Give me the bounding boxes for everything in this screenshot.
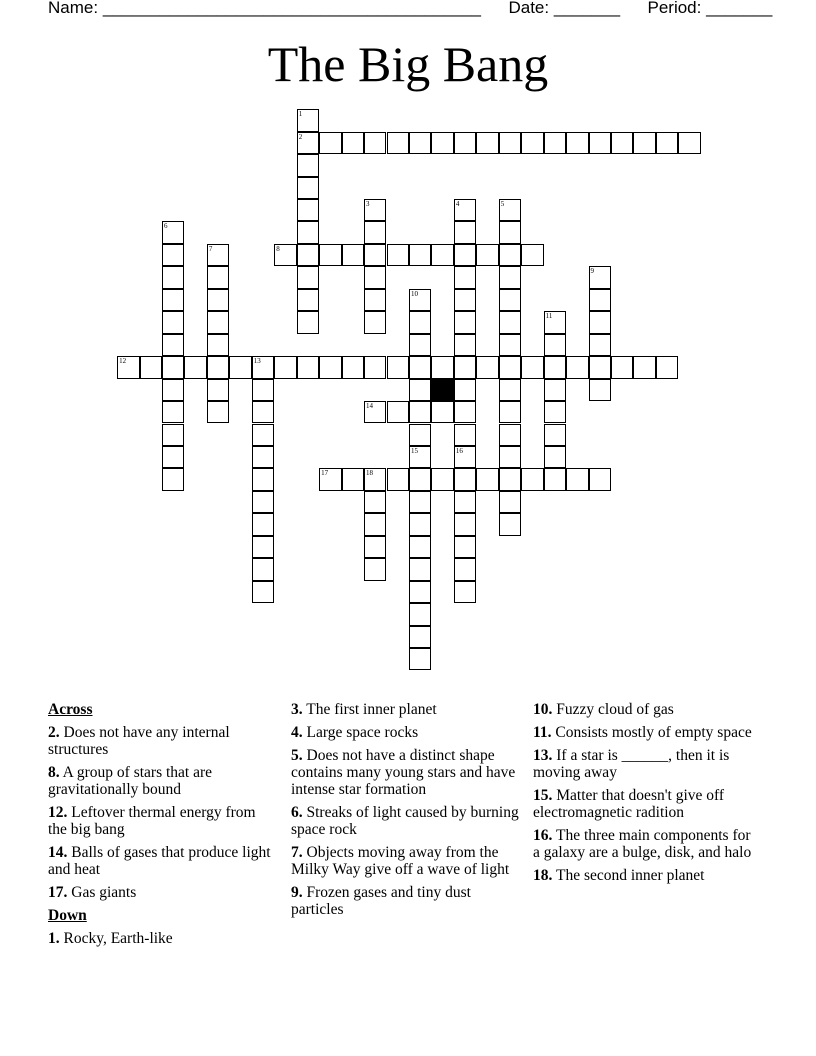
cell-number: 4 bbox=[455, 200, 460, 208]
crossword-cell[interactable] bbox=[252, 401, 274, 423]
clue-number: 15. bbox=[533, 787, 553, 804]
clue-item bbox=[533, 747, 758, 781]
cell-number: 2 bbox=[298, 132, 303, 141]
clue-text: Leftover thermal energy from the big bang bbox=[48, 804, 256, 838]
crossword-cell[interactable] bbox=[319, 132, 341, 154]
cell-number: 8 bbox=[276, 244, 280, 253]
crossword-cell[interactable] bbox=[544, 401, 566, 423]
crossword-cell[interactable] bbox=[476, 468, 498, 490]
crossword-cell[interactable] bbox=[409, 311, 431, 333]
crossword-cell[interactable] bbox=[252, 379, 274, 401]
crossword-cell[interactable] bbox=[499, 221, 521, 243]
crossword-cell[interactable] bbox=[207, 311, 229, 333]
student-info-header bbox=[48, 0, 772, 18]
crossword-cell[interactable] bbox=[297, 244, 319, 266]
crossword-cell[interactable] bbox=[431, 132, 453, 154]
clue-item bbox=[533, 701, 758, 718]
crossword-cell[interactable] bbox=[387, 468, 409, 490]
crossword-cell[interactable] bbox=[499, 334, 521, 356]
crossword-cell[interactable] bbox=[252, 491, 274, 513]
crossword-cell[interactable] bbox=[409, 603, 431, 625]
crossword-cell[interactable] bbox=[364, 558, 386, 580]
crossword-cell[interactable] bbox=[364, 491, 386, 513]
crossword-cell[interactable] bbox=[409, 513, 431, 535]
clue-item bbox=[291, 884, 523, 918]
date-label: Date: bbox=[508, 0, 550, 17]
crossword-cell[interactable] bbox=[162, 244, 184, 266]
crossword-cell[interactable] bbox=[364, 132, 386, 154]
clue-item bbox=[291, 701, 523, 718]
date-field[interactable]: _______ bbox=[553, 0, 621, 17]
clue-number: 10. bbox=[533, 701, 553, 718]
period-field[interactable]: _______ bbox=[706, 0, 773, 17]
period-label: Period: bbox=[647, 0, 702, 17]
crossword-cell[interactable] bbox=[544, 132, 566, 154]
crossword-cell[interactable] bbox=[409, 334, 431, 356]
crossword-cell[interactable] bbox=[364, 311, 386, 333]
crossword-cell[interactable] bbox=[431, 468, 453, 490]
crossword-cell[interactable] bbox=[499, 468, 521, 490]
clue-number: 17. bbox=[48, 884, 68, 901]
name-label: Name: bbox=[48, 0, 99, 17]
clue-text: If a star is ______, then it is moving away bbox=[533, 747, 730, 781]
crossword-cell[interactable] bbox=[566, 132, 588, 154]
cell-number: 16 bbox=[455, 446, 463, 455]
clue-item bbox=[291, 804, 523, 838]
crossword-cell[interactable] bbox=[633, 132, 655, 154]
clue-number: 13. bbox=[533, 747, 553, 764]
cell-number: 15 bbox=[410, 446, 418, 455]
crossword-cell[interactable] bbox=[409, 424, 431, 446]
clue-number: 7. bbox=[291, 844, 303, 861]
clue-text: Objects moving away from the Milky Way give off a wave of light bbox=[291, 844, 510, 878]
crossword-cell[interactable] bbox=[297, 221, 319, 243]
crossword-cell[interactable] bbox=[521, 468, 543, 490]
cell-number: 11 bbox=[545, 312, 553, 321]
cell-number: 5 bbox=[500, 200, 505, 208]
crossword-cell[interactable] bbox=[364, 221, 386, 243]
cell-number: 6 bbox=[164, 222, 168, 231]
crossword-cell[interactable] bbox=[454, 244, 476, 266]
crossword-cell[interactable] bbox=[431, 244, 453, 266]
crossword-cell[interactable] bbox=[319, 356, 341, 378]
clue-text: The three main components for a galaxy are a bulge, disk, and halo bbox=[533, 827, 752, 861]
clue-text: Rocky, Earth-like bbox=[63, 930, 173, 947]
crossword-cell[interactable] bbox=[184, 356, 206, 378]
crossword-cell[interactable] bbox=[252, 536, 274, 558]
crossword-cell[interactable] bbox=[387, 244, 409, 266]
crossword-cell[interactable] bbox=[633, 356, 655, 378]
crossword-cell[interactable] bbox=[207, 334, 229, 356]
crossword-cell[interactable] bbox=[499, 311, 521, 333]
crossword-cell[interactable] bbox=[387, 401, 409, 423]
clues-column-2 bbox=[291, 701, 523, 924]
crossword-cell[interactable] bbox=[252, 468, 274, 490]
cell-number: 17 bbox=[321, 469, 329, 478]
crossword-cell[interactable] bbox=[409, 132, 431, 154]
crossword-cell[interactable] bbox=[454, 289, 476, 311]
clue-item bbox=[533, 827, 758, 861]
crossword-cell[interactable] bbox=[342, 244, 364, 266]
crossword-cell[interactable] bbox=[387, 356, 409, 378]
crossword-cell[interactable] bbox=[364, 513, 386, 535]
crossword-cell[interactable] bbox=[364, 356, 386, 378]
crossword-cell[interactable] bbox=[476, 244, 498, 266]
crossword-cell[interactable] bbox=[297, 289, 319, 311]
clue-number: 3. bbox=[291, 701, 303, 718]
crossword-cell[interactable] bbox=[207, 356, 229, 378]
crossword-cell[interactable] bbox=[297, 199, 319, 221]
crossword-cell[interactable] bbox=[454, 266, 476, 288]
crossword-cell[interactable] bbox=[387, 132, 409, 154]
crossword-cell[interactable] bbox=[162, 356, 184, 378]
page-title: The Big Bang bbox=[267, 36, 549, 92]
clue-number: 8. bbox=[48, 764, 60, 781]
crossword-cell[interactable] bbox=[364, 536, 386, 558]
crossword-cell[interactable] bbox=[162, 311, 184, 333]
clue-text: Consists mostly of empty space bbox=[555, 724, 752, 741]
crossword-cell[interactable] bbox=[589, 289, 611, 311]
crossword-cell[interactable] bbox=[566, 468, 588, 490]
crossword-cell[interactable] bbox=[499, 424, 521, 446]
clue-number: 9. bbox=[291, 884, 303, 901]
crossword-cell[interactable] bbox=[454, 581, 476, 603]
clue-item bbox=[48, 844, 273, 878]
cell-number: 1 bbox=[298, 110, 303, 119]
crossword-cell[interactable] bbox=[589, 132, 611, 154]
clues-column-3 bbox=[533, 701, 758, 890]
crossword-cell[interactable] bbox=[454, 334, 476, 356]
clue-number: 6. bbox=[291, 804, 303, 821]
crossword-cell[interactable] bbox=[454, 468, 476, 490]
clue-text: Streaks of light caused by burning space rock bbox=[291, 804, 519, 838]
clue-item bbox=[48, 724, 273, 758]
crossword-cell[interactable] bbox=[454, 311, 476, 333]
crossword-cell[interactable] bbox=[454, 513, 476, 535]
crossword-cell[interactable] bbox=[162, 266, 184, 288]
clue-item bbox=[533, 787, 758, 821]
crossword-cell[interactable] bbox=[364, 244, 386, 266]
crossword-cell[interactable] bbox=[409, 379, 431, 401]
crossword-cell[interactable] bbox=[297, 266, 319, 288]
clue-number: 5. bbox=[291, 747, 303, 764]
clue-number: 14. bbox=[48, 844, 68, 861]
crossword-cell[interactable] bbox=[656, 356, 678, 378]
crossword-cell[interactable] bbox=[544, 334, 566, 356]
crossword-cell[interactable] bbox=[297, 311, 319, 333]
crossword-cell[interactable] bbox=[476, 132, 498, 154]
crossword-cell[interactable] bbox=[454, 221, 476, 243]
crossword-cell[interactable] bbox=[454, 379, 476, 401]
crossword-cell[interactable] bbox=[364, 289, 386, 311]
crossword-cell[interactable] bbox=[431, 356, 453, 378]
cell-number: 9 bbox=[590, 267, 595, 276]
clue-item bbox=[48, 930, 273, 947]
crossword-cell[interactable] bbox=[162, 424, 184, 446]
clue-text: The first inner planet bbox=[306, 701, 437, 718]
crossword-cell[interactable] bbox=[409, 558, 431, 580]
crossword-cell[interactable] bbox=[342, 468, 364, 490]
clue-number: 11. bbox=[533, 724, 552, 741]
clue-number: 18. bbox=[533, 867, 553, 884]
crossword-cell[interactable] bbox=[521, 356, 543, 378]
crossword-cell[interactable] bbox=[342, 132, 364, 154]
crossword-cell[interactable] bbox=[409, 581, 431, 603]
crossword-cell[interactable] bbox=[499, 446, 521, 468]
crossword-cell[interactable] bbox=[589, 379, 611, 401]
clue-item bbox=[291, 844, 523, 878]
crossword-cell[interactable] bbox=[431, 401, 453, 423]
clue-item bbox=[48, 884, 273, 901]
crossword-cell[interactable] bbox=[454, 132, 476, 154]
clue-text: Large space rocks bbox=[306, 724, 419, 741]
crossword-cell[interactable] bbox=[207, 289, 229, 311]
crossword-cell[interactable] bbox=[499, 132, 521, 154]
crossword-cell[interactable] bbox=[252, 513, 274, 535]
clue-text: A group of stars that are gravitationally bound bbox=[48, 764, 213, 798]
crossword-cell[interactable] bbox=[544, 446, 566, 468]
crossword-cell[interactable] bbox=[409, 356, 431, 378]
crossword-cell[interactable] bbox=[274, 356, 296, 378]
crossword-cell[interactable] bbox=[409, 244, 431, 266]
crossword-cell[interactable] bbox=[297, 356, 319, 378]
crossword-cell[interactable] bbox=[499, 289, 521, 311]
clue-number: 4. bbox=[291, 724, 303, 741]
crossword-cell[interactable] bbox=[297, 177, 319, 199]
clue-item bbox=[533, 724, 758, 741]
crossword-cell[interactable] bbox=[207, 401, 229, 423]
cell-number: 14 bbox=[366, 402, 374, 411]
clue-item bbox=[291, 724, 523, 741]
clue-text: The second inner planet bbox=[555, 867, 705, 884]
black-cell bbox=[431, 379, 453, 401]
crossword-cell[interactable] bbox=[499, 244, 521, 266]
crossword-cell[interactable] bbox=[252, 446, 274, 468]
crossword-cell[interactable] bbox=[499, 266, 521, 288]
crossword-cell[interactable] bbox=[611, 132, 633, 154]
crossword-cell[interactable] bbox=[454, 356, 476, 378]
crossword-cell[interactable] bbox=[499, 491, 521, 513]
clue-text: Does not have a distinct shape contains many young stars and have intense star formation bbox=[291, 747, 516, 798]
crossword-cell[interactable] bbox=[454, 491, 476, 513]
name-field[interactable]: ________________________________________ bbox=[102, 0, 481, 17]
crossword-cell[interactable] bbox=[207, 379, 229, 401]
crossword-cell[interactable] bbox=[252, 558, 274, 580]
crossword-cell[interactable] bbox=[589, 468, 611, 490]
crossword-cell[interactable] bbox=[409, 536, 431, 558]
cell-number: 3 bbox=[366, 200, 370, 208]
crossword-cell[interactable] bbox=[162, 468, 184, 490]
crossword-cell[interactable] bbox=[499, 379, 521, 401]
crossword-cell[interactable] bbox=[521, 244, 543, 266]
crossword-cell[interactable] bbox=[499, 513, 521, 535]
crossword-cell[interactable] bbox=[454, 536, 476, 558]
crossword-cell[interactable] bbox=[252, 581, 274, 603]
crossword-cell[interactable] bbox=[162, 379, 184, 401]
crossword-cell[interactable] bbox=[297, 154, 319, 176]
cell-number: 13 bbox=[253, 357, 261, 366]
crossword-cell[interactable] bbox=[544, 468, 566, 490]
clue-text: Frozen gases and tiny dust particles bbox=[291, 884, 471, 918]
crossword-cell[interactable] bbox=[409, 468, 431, 490]
crossword-cell[interactable] bbox=[454, 401, 476, 423]
crossword-cell[interactable] bbox=[140, 356, 162, 378]
crossword-cell[interactable] bbox=[544, 424, 566, 446]
crossword-cell[interactable] bbox=[589, 334, 611, 356]
crossword-cell[interactable] bbox=[566, 356, 588, 378]
crossword-cell[interactable] bbox=[499, 356, 521, 378]
clue-number: 16. bbox=[533, 827, 553, 844]
crossword-cell[interactable] bbox=[499, 401, 521, 423]
clue-text: Fuzzy cloud of gas bbox=[556, 701, 674, 718]
crossword-cell[interactable] bbox=[342, 356, 364, 378]
crossword-cell[interactable] bbox=[656, 132, 678, 154]
clue-item bbox=[48, 764, 273, 798]
down-heading: Down bbox=[48, 907, 87, 924]
crossword-cell[interactable] bbox=[544, 379, 566, 401]
clue-item bbox=[48, 804, 273, 838]
clue-item bbox=[291, 747, 523, 798]
clues-column-1 bbox=[48, 701, 273, 953]
crossword-cell[interactable] bbox=[162, 289, 184, 311]
clue-text: Balls of gases that produce light and heat bbox=[48, 844, 271, 878]
crossword-cell[interactable] bbox=[521, 132, 543, 154]
cell-number: 10 bbox=[410, 289, 418, 298]
clue-number: 12. bbox=[48, 804, 68, 821]
crossword-cell[interactable] bbox=[162, 334, 184, 356]
crossword-cell[interactable] bbox=[229, 356, 251, 378]
crossword-cell[interactable] bbox=[454, 424, 476, 446]
crossword-cell[interactable] bbox=[476, 356, 498, 378]
crossword-cell[interactable] bbox=[207, 266, 229, 288]
cell-number: 18 bbox=[366, 469, 374, 478]
cell-number: 7 bbox=[208, 244, 213, 253]
cell-number: 12 bbox=[119, 357, 127, 366]
clue-text: Gas giants bbox=[71, 884, 137, 901]
crossword-cell[interactable] bbox=[454, 558, 476, 580]
crossword-cell[interactable] bbox=[544, 356, 566, 378]
crossword-cell[interactable] bbox=[611, 356, 633, 378]
crossword-cell[interactable] bbox=[589, 356, 611, 378]
crossword-cell[interactable] bbox=[162, 446, 184, 468]
clue-number: 1. bbox=[48, 930, 60, 947]
crossword-cell[interactable] bbox=[678, 132, 700, 154]
across-heading: Across bbox=[48, 701, 93, 718]
crossword-cell[interactable] bbox=[319, 244, 341, 266]
crossword-cell[interactable] bbox=[364, 266, 386, 288]
clue-item bbox=[533, 867, 758, 884]
crossword-cell[interactable] bbox=[162, 401, 184, 423]
crossword-cell[interactable] bbox=[409, 491, 431, 513]
clue-number: 2. bbox=[48, 724, 60, 741]
crossword-cell[interactable] bbox=[589, 311, 611, 333]
clue-text: Matter that doesn't give off electromagnetic radition bbox=[533, 787, 725, 821]
crossword-cell[interactable] bbox=[409, 401, 431, 423]
clue-text: Does not have any internal structures bbox=[48, 724, 230, 758]
crossword-cell[interactable] bbox=[409, 626, 431, 648]
crossword-cell[interactable] bbox=[409, 648, 431, 670]
crossword-cell[interactable] bbox=[252, 424, 274, 446]
